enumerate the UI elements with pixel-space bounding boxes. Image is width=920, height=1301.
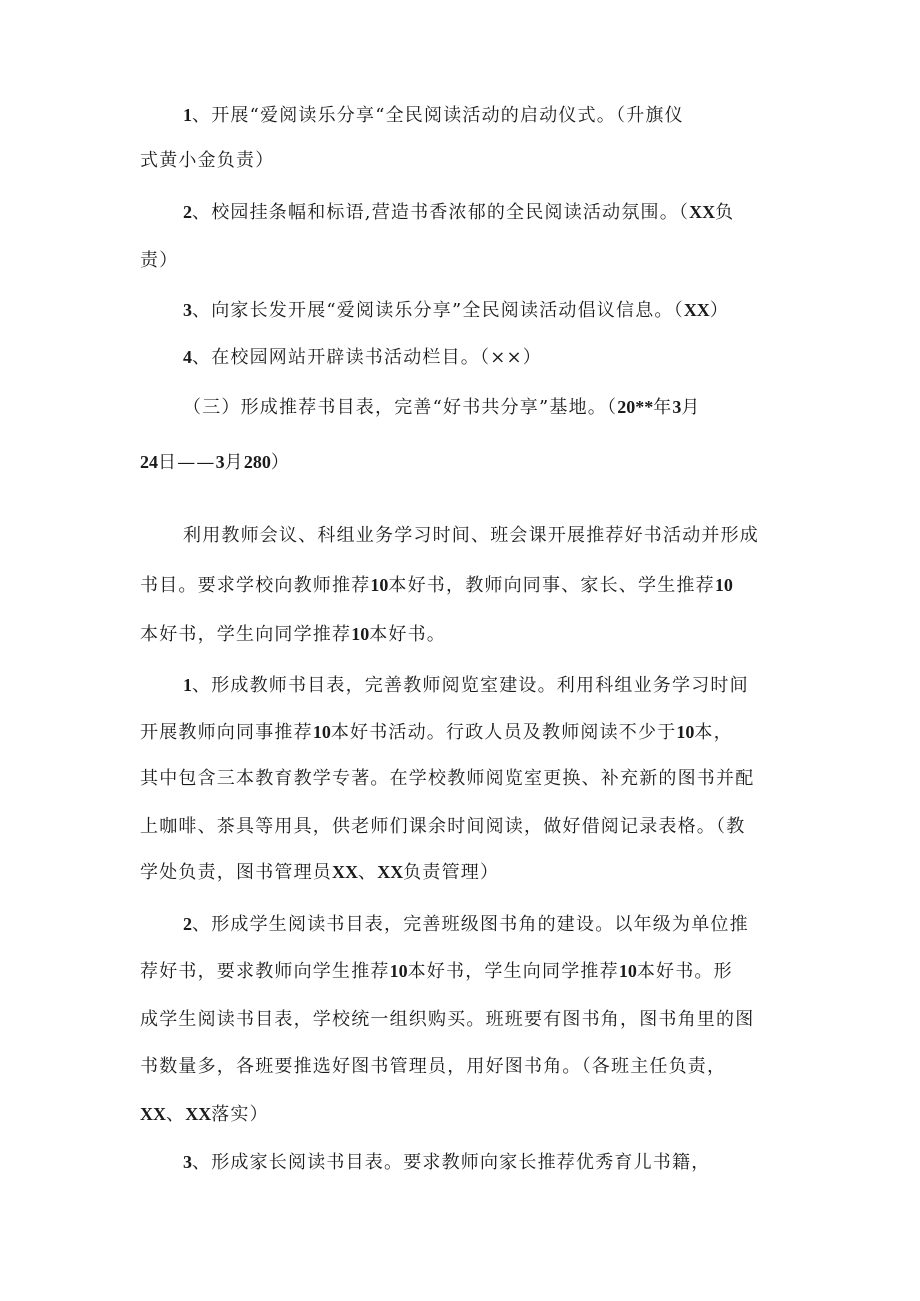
text-line — [183, 524, 759, 548]
bold-run: 3 — [183, 1152, 192, 1172]
text-run: 本好书，教师向同事、家长、学生推荐 — [388, 575, 715, 596]
text-run: ） — [270, 452, 291, 473]
text-line — [140, 767, 754, 791]
text-line — [140, 1102, 269, 1127]
text-run: 年 — [653, 397, 673, 418]
text-line — [140, 622, 446, 647]
text-run: 负责管理） — [403, 862, 500, 883]
bold-run: XX — [683, 300, 710, 320]
text-line — [183, 912, 749, 937]
bold-run: 10 — [370, 575, 389, 595]
text-run: 学处负责，图书管理员 — [140, 862, 332, 883]
text-line — [140, 860, 499, 885]
text-line — [140, 249, 178, 273]
bold-run: 1 — [183, 105, 192, 125]
bold-run: 3 — [183, 300, 192, 320]
text-run: 本好书，学生向同学推荐 — [140, 624, 352, 645]
text-run: 、向家长发开展“爱阅读乐分享”全民阅读活动倡议信息。（ — [192, 300, 684, 321]
text-run: 式黄小金负责） — [140, 150, 275, 171]
bold-run: 10 — [389, 961, 408, 981]
text-run: 日—— — [158, 452, 216, 473]
text-line — [183, 1150, 710, 1175]
bold-run: XX — [185, 1104, 212, 1124]
bold-run: 10 — [312, 722, 331, 742]
text-run: 本好书。形 — [636, 961, 733, 982]
text-run: 本好书。 — [369, 624, 447, 645]
text-line — [183, 673, 749, 698]
bold-run: 3 — [215, 452, 225, 472]
text-line — [183, 345, 542, 370]
text-line — [140, 720, 733, 745]
text-line — [140, 815, 745, 839]
text-line — [183, 298, 729, 323]
bold-run: 10 — [618, 961, 637, 981]
text-run: 月 — [224, 452, 244, 473]
text-line — [140, 1008, 754, 1032]
text-run: 、开展“爱阅读乐分享“全民阅读活动的启动仪式。（升旗仪 — [192, 105, 684, 126]
text-run: 月 — [681, 397, 701, 418]
bold-run: XX — [689, 202, 716, 222]
text-run: 成学生阅读书目表，学校统一组织购买。班班要有图书角，图书角里的图 — [140, 1009, 755, 1030]
text-line — [140, 573, 733, 598]
text-run: 利用教师会议、科组业务学习时间、班会课开展推荐好书活动并形成 — [183, 525, 759, 546]
text-run: 负 — [715, 202, 735, 223]
bold-run: 280 — [243, 452, 271, 472]
bold-run: XX — [332, 862, 358, 882]
text-line — [183, 103, 684, 128]
text-run: 荐好书，要求教师向学生推荐 — [140, 961, 390, 982]
section-heading — [183, 395, 701, 420]
bold-run: 10 — [714, 575, 733, 595]
bold-run: XX — [140, 1104, 166, 1124]
text-run: 、 — [166, 1104, 186, 1125]
text-run: ） — [709, 300, 730, 321]
text-line — [140, 149, 274, 173]
bold-run: 4 — [183, 347, 192, 367]
text-run: 、形成家长阅读书目表。要求教师向家长推荐优秀育儿书籍， — [192, 1152, 711, 1173]
text-run: 本好书，学生向同学推荐 — [407, 961, 619, 982]
text-run: 本好书活动。行政人员及教师阅读不少于 — [330, 722, 677, 743]
bold-run: 2 — [183, 202, 192, 222]
text-run: 落实） — [211, 1104, 269, 1125]
text-run: 上咖啡、茶具等用具，供老师们课余时间阅读，做好借阅记录表格。（教 — [140, 816, 746, 837]
text-run: 责） — [140, 250, 179, 271]
section-heading-cont — [140, 450, 290, 475]
text-run: 、形成学生阅读书目表，完善班级图书角的建设。以年级为单位推 — [192, 914, 749, 935]
text-run: 开展教师向同事推荐 — [140, 722, 313, 743]
bold-run: 10 — [676, 722, 695, 742]
bold-run: 2 — [183, 914, 192, 934]
text-run: 书目。要求学校向教师推荐 — [140, 575, 371, 596]
text-run: 、 — [358, 862, 378, 883]
bold-run: 20** — [617, 397, 654, 417]
text-run: 、在校园网站开辟读书活动栏目。（××） — [192, 347, 542, 368]
text-run: 其中包含三本教育教学专著。在学校教师阅览室更换、补充新的图书并配 — [140, 768, 755, 789]
bold-run: XX — [377, 862, 404, 882]
bold-run: 10 — [351, 624, 370, 644]
text-line — [140, 1055, 726, 1079]
bold-run: 1 — [183, 675, 192, 695]
text-line — [140, 959, 733, 984]
text-run: 、形成教师书目表，完善教师阅览室建设。利用科组业务学习时间 — [192, 675, 749, 696]
text-line — [183, 200, 734, 225]
text-run: （三）形成推荐书目表，完善“好书共分享”基地。（ — [183, 397, 618, 418]
bold-run: 24 — [140, 452, 158, 472]
bold-run: 3 — [672, 397, 682, 417]
text-run: 、校园挂条幅和标语,营造书香浓郁的全民阅读活动氛围。（ — [192, 202, 690, 223]
text-run: 本， — [694, 722, 733, 743]
text-run: 书数量多，各班要推选好图书管理员，用好图书角。（各班主任负责， — [140, 1056, 727, 1077]
